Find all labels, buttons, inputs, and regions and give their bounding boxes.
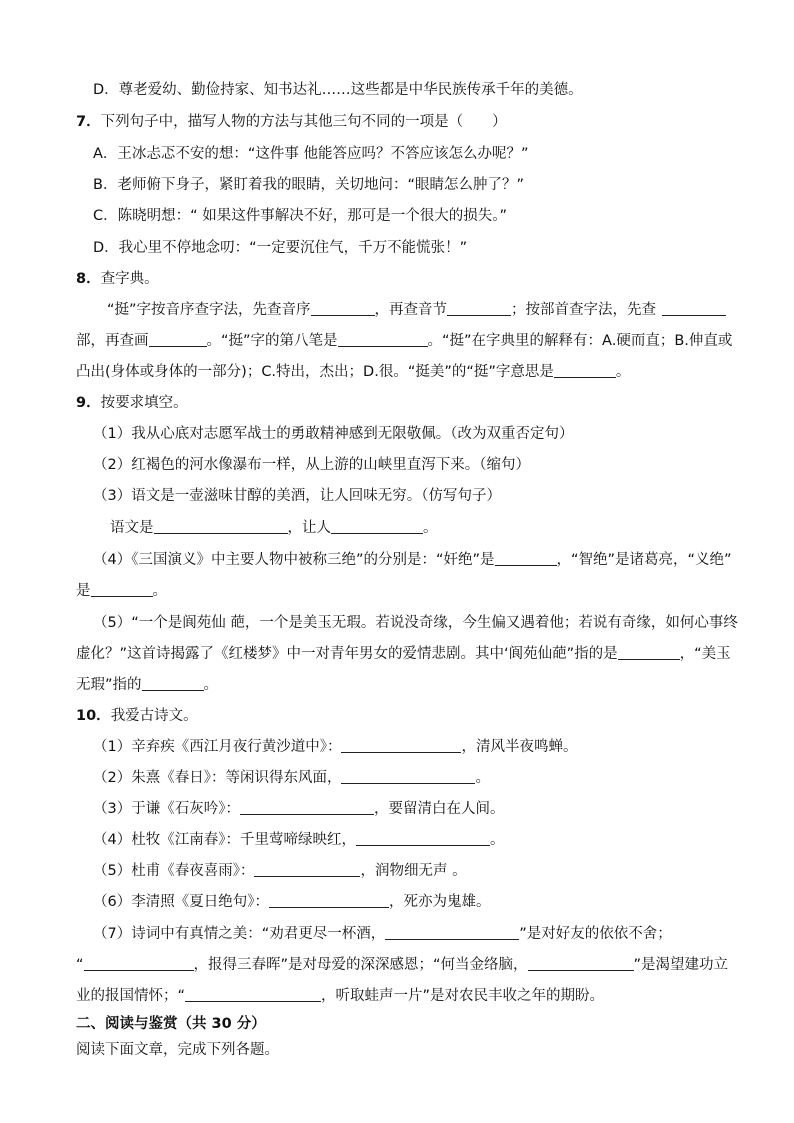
text: 。: [423, 520, 438, 536]
question-number: 9．: [76, 395, 101, 411]
answer-blank[interactable]: [254, 862, 360, 877]
answer-blank[interactable]: [495, 551, 557, 566]
answer-blank[interactable]: [269, 893, 389, 908]
q8-line-3: [76, 362, 630, 382]
q7-option-b: B．老师俯下身子，紧盯着我的眼睛，关切地问：“眼睛怎么肿了？”: [93, 177, 524, 193]
q9-sub-4-cont: [76, 581, 167, 601]
q10-poem-2: [93, 768, 490, 788]
question-text: 按要求填空。: [100, 395, 188, 411]
text: 。: [152, 583, 167, 599]
text: ，听取蛙声一片”是对农民丰收之年的期盼。: [321, 988, 605, 1004]
text: ；按部首查字法，先查: [511, 302, 657, 318]
q10-poem-5: [93, 861, 467, 881]
q9-sub-4: [93, 550, 732, 570]
text: “: [76, 957, 84, 973]
text: 虚化？”这首诗揭露了《红楼梦》中一对青年男女的爱情悲剧。其中‘阆苑仙葩”指的是: [76, 646, 618, 662]
text: （3）于谦《石灰吟》：: [93, 801, 240, 817]
answer-blank[interactable]: [149, 332, 207, 347]
text: （5）杜甫《春夜喜雨》：: [93, 863, 255, 879]
text: （1）辛弃疾《西江月夜行黄沙道中》：: [93, 739, 342, 755]
answer-blank[interactable]: [447, 301, 511, 316]
text: ，让人: [287, 520, 331, 536]
text: ，润物细无声 。: [360, 863, 467, 879]
answer-blank[interactable]: [618, 645, 680, 660]
q9-sub-2: （2）红褐色的河水像瀑布一样，从上游的山峡里直泻下来。（缩句）: [93, 457, 530, 473]
text: （7）诗词中有真情之美：“劝君更尽一杯酒，: [93, 926, 386, 942]
answer-blank[interactable]: [240, 800, 374, 815]
section-intro: 阅读下面文章，完成下列各题。: [76, 1042, 279, 1058]
text: （6）李清照《夏日绝句》：: [93, 894, 269, 910]
answer-blank[interactable]: [91, 582, 153, 597]
text: （4）杜牧《江南春》：千里莺啼绿映红，: [93, 832, 356, 848]
answer-blank[interactable]: [341, 738, 461, 753]
question-number: 8．: [76, 271, 101, 287]
text: 。: [615, 364, 631, 380]
text: 。: [489, 832, 505, 848]
text: ，再查音节: [374, 302, 448, 318]
text: ，要留清白在人间。: [373, 801, 505, 817]
q8-stem: [76, 269, 159, 289]
answer-blank[interactable]: [331, 519, 423, 534]
text: （2）朱熹《春日》：等闲识得东风面，: [93, 770, 342, 786]
q7-stem: [76, 112, 507, 132]
q7-option-a: A．王冰忐忑不安的想：“这件事 他能答应吗？不答应该怎么办呢？”: [93, 146, 529, 162]
answer-blank[interactable]: [662, 301, 726, 316]
q10-poem-7: [93, 924, 672, 944]
section-heading: 二、阅读与鉴赏（共 30 分）: [76, 1016, 266, 1032]
text: 语文是: [110, 520, 154, 536]
q7-option-c: C．陈晓明想：“ 如果这件事解决不好，那可是一个很大的损失。”: [93, 208, 508, 224]
question-text: 我爱古诗文。: [110, 708, 198, 724]
question-text: 下列句子中，描写人物的方法与其他三句不同的一项是（ ）: [100, 114, 507, 130]
answer-blank[interactable]: [341, 769, 475, 784]
q10-poem-4: [93, 830, 504, 850]
text: 是: [76, 583, 91, 599]
q9-sub-3-fill: [110, 518, 438, 538]
q10-poem-1: [93, 737, 577, 757]
q10-poem-7-cont: [76, 955, 728, 975]
answer-blank[interactable]: [154, 519, 288, 534]
answer-blank[interactable]: [185, 987, 321, 1002]
text: ，“智绝”是诸葛亮，“义绝”: [556, 552, 732, 568]
q10-stem: [76, 706, 198, 726]
q8-line-1: [107, 300, 726, 320]
question-text: 查字典。: [100, 271, 159, 287]
text: 。: [203, 677, 219, 693]
answer-blank[interactable]: [338, 332, 428, 347]
q10-poem-6: [93, 892, 490, 912]
text: 凸出(身体或身体的一部分)；C.特出，杰出；D.很。“挺美”的“挺”字意思是: [76, 364, 554, 380]
text: 业的报国情怀；“: [76, 988, 186, 1004]
text: “挺”字按音序查字法，先查音序: [107, 302, 311, 318]
text: 无瑕”指的: [76, 677, 142, 693]
text: 。: [475, 770, 490, 786]
text: ”是对好友的依依不舍；: [519, 926, 672, 942]
text: 。“挺”字的第八笔是: [206, 333, 338, 349]
q8-line-2: [76, 331, 732, 351]
text: 。“挺”在字典里的解释有：A.硬而直；B.伸直或: [427, 333, 733, 349]
text: ”是渴望建功立: [633, 957, 729, 973]
q9-sub-5-cont2: [76, 675, 218, 695]
question-number: 10．: [76, 708, 111, 724]
q10-poem-7-cont2: [76, 986, 604, 1006]
text: ，死亦为鬼雄。: [388, 894, 491, 910]
text: ，报得三春晖”是对母爱的深深感恩；“何当金络脑，: [193, 957, 528, 973]
answer-blank[interactable]: [142, 676, 204, 691]
answer-blank[interactable]: [385, 925, 519, 940]
q9-sub-5-cont: [76, 644, 731, 664]
answer-blank[interactable]: [554, 363, 616, 378]
q9-sub-3: （3）语文是一壶滋味甘醇的美酒，让人回味无穷。（仿写句子）: [93, 488, 501, 504]
q9-sub-5: （5）“一个是阆苑仙 葩，一个是美玉无瑕。若说没奇缘，今生偏又遇着他；若说有奇缘，如何心事终: [93, 615, 738, 631]
text: （4）《三国演义》中主要人物中被称三绝”的分别是：“奸绝”是: [93, 552, 495, 568]
q7-option-d: D．我心里不停地念叨：“一定要沉住气，千万不能慌张！”: [93, 240, 468, 256]
answer-blank[interactable]: [356, 831, 490, 846]
q9-sub-1: （1）我从心底对志愿军战士的勇敢精神感到无限敬佩。（改为双重否定句）: [93, 426, 574, 442]
answer-blank[interactable]: [84, 956, 194, 971]
answer-blank[interactable]: [528, 956, 634, 971]
answer-blank[interactable]: [311, 301, 375, 316]
q10-poem-3: [93, 799, 504, 819]
text: ，“美玉: [679, 646, 731, 662]
text: ，清风半夜鸣蝉。: [461, 739, 578, 755]
question-number: 7．: [76, 114, 101, 130]
q9-stem: [76, 393, 188, 413]
q6-option-d: D．尊老爱幼、勤俭持家、知书达礼……这些都是中华民族传承千年的美德。: [93, 82, 583, 98]
text: 部，再查画: [76, 333, 149, 349]
